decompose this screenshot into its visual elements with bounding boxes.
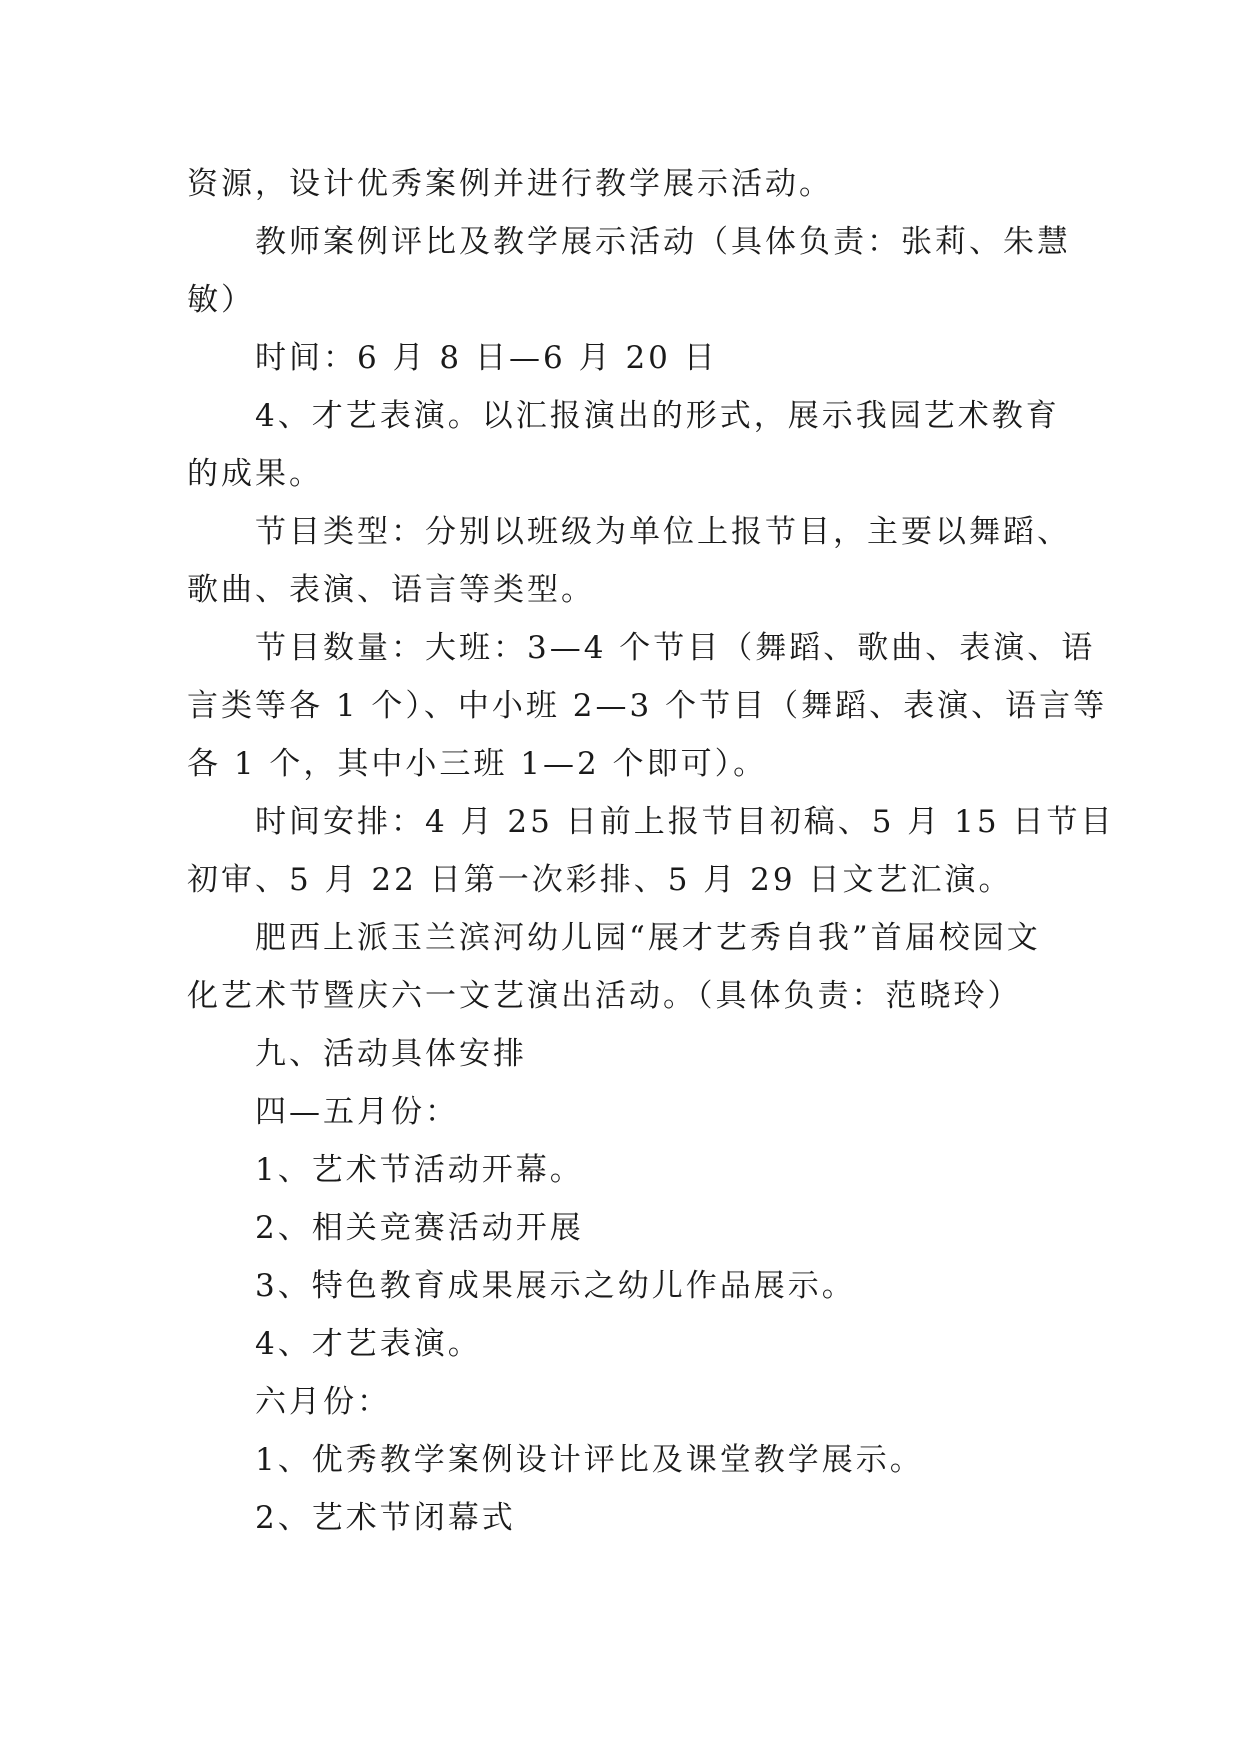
text-line: 教师案例评比及教学展示活动（具体负责：张莉、朱慧 — [187, 224, 1071, 260]
text-line: 言类等各 1 个）、中小班 2—3 个节目（舞蹈、表演、语言等 — [187, 688, 1108, 724]
text-line: 节目类型：分别以班级为单位上报节目，主要以舞蹈、 — [187, 514, 1071, 550]
text-line: 歌曲、表演、语言等类型。 — [187, 572, 595, 608]
text-line: 九、活动具体安排 — [187, 1036, 527, 1072]
text-line: 的成果。 — [187, 456, 323, 492]
text-line: 1、优秀教学案例设计评比及课堂教学展示。 — [187, 1442, 924, 1478]
text-line: 四—五月份： — [187, 1094, 459, 1130]
text-line: 3、特色教育成果展示之幼儿作品展示。 — [187, 1268, 856, 1304]
text-line: 时间安排：4 月 25 日前上报节目初稿、5 月 15 日节目 — [187, 804, 1115, 840]
text-line: 4、才艺表演。 — [187, 1326, 482, 1362]
text-line: 时间：6 月 8 日—6 月 20 日 — [187, 340, 718, 376]
text-line: 各 1 个，其中小三班 1—2 个即可）。 — [187, 746, 768, 782]
text-line: 1、艺术节活动开幕。 — [187, 1152, 584, 1188]
text-line: 节目数量：大班：3—4 个节目（舞蹈、歌曲、表演、语 — [187, 630, 1096, 666]
document-body — [187, 155, 1115, 1547]
text-line: 2、艺术节闭幕式 — [187, 1500, 516, 1536]
text-line: 化艺术节暨庆六一文艺演出活动。（具体负责：范晓玲） — [187, 978, 1022, 1014]
text-line: 六月份： — [187, 1384, 391, 1420]
text-line: 初审、5 月 22 日第一次彩排、5 月 29 日文艺汇演。 — [187, 862, 1013, 898]
text-line: 资源，设计优秀案例并进行教学展示活动。 — [187, 166, 833, 202]
text-line: 肥西上派玉兰滨河幼儿园“展才艺秀自我”首届校园文 — [187, 920, 1041, 956]
text-line: 2、相关竞赛活动开展 — [187, 1210, 584, 1246]
text-line: 4、才艺表演。以汇报演出的形式，展示我园艺术教育 — [187, 398, 1060, 434]
text-line: 敏） — [187, 282, 255, 318]
